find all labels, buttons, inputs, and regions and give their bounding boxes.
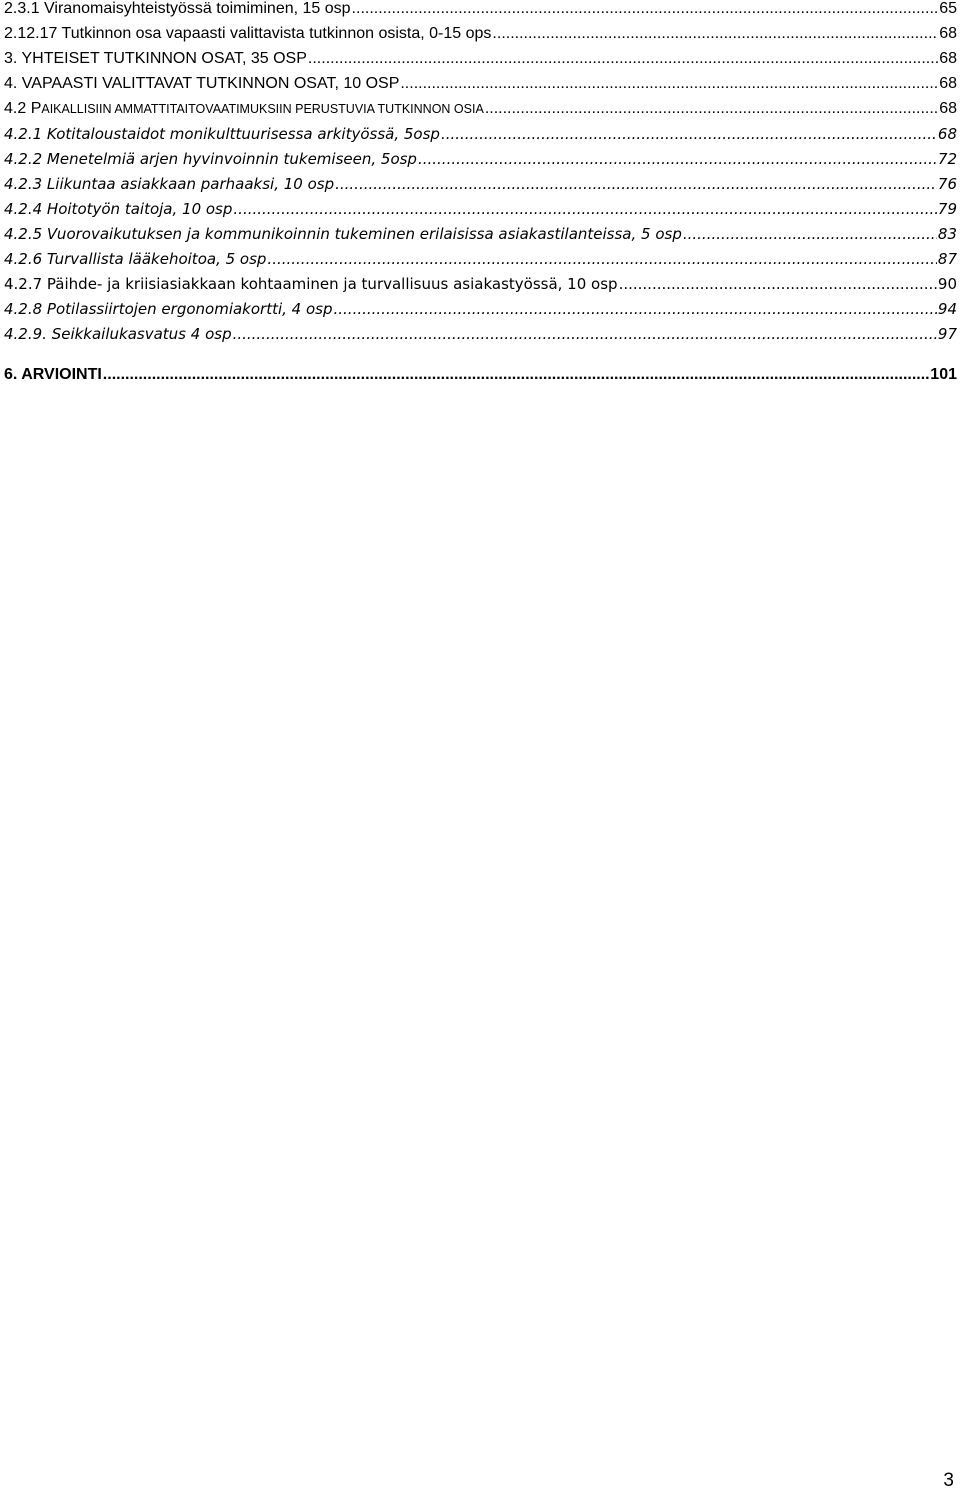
toc-entry-page: 94 [937,300,957,318]
toc-entry-page: 97 [937,325,957,343]
toc-entry[interactable] [4,50,957,75]
toc-entry-title: 4.2.1 Kotitaloustaidot monikulttuurisessa arkityössä, 5osp [4,125,440,143]
dot-leader [352,0,939,18]
dot-leader [335,175,937,193]
toc-entry[interactable] [4,250,957,275]
toc-entry-page: 79 [937,200,957,218]
toc-entry[interactable] [4,25,957,50]
dot-leader [233,200,937,218]
dot-leader [308,50,938,68]
toc-entry-title-smallcaps: AIKALLISIIN AMMATTITAITOVAATIMUKSIIN PERUSTUVIA TUTKINNON OSIA [41,102,484,116]
toc-entry[interactable] [4,325,957,350]
toc-entry-page: 72 [937,150,957,168]
toc-entry-title: 4.2.5 Vuorovaikutuksen ja kommunikoinnin tukeminen erilaisissa asiakastilanteissa, 5 osp [4,225,682,243]
toc-entry-page: 68 [939,25,957,42]
dot-leader [334,300,937,318]
page-number: 3 [943,1470,954,1491]
dot-leader [619,275,937,293]
toc-entry-page: 76 [937,175,957,193]
dot-leader [485,100,938,118]
toc-entry-page: 68 [939,100,957,117]
toc-entry-title: 4.2.9. Seikkailukasvatus 4 osp [4,325,232,343]
toc-entry-title: 2.12.17 Tutkinnon osa vapaasti valittavista tutkinnon osista, 0-15 ops [4,25,492,42]
toc-entry[interactable] [4,366,957,391]
toc-entry-page: 68 [939,50,957,67]
toc-entry[interactable] [4,175,957,200]
dot-leader [683,225,937,243]
dot-leader [492,25,938,43]
toc-entry-title: 2.3.1 Viranomaisyhteistyössä toimiminen, 15 osp [4,0,351,17]
dot-leader [233,325,937,343]
toc-entry-title [4,100,485,118]
toc-entry-page: 101 [930,366,957,383]
toc-entry-page: 83 [937,225,957,243]
toc-entry-title: 4.2.7 Päihde- ja kriisiasiakkaan kohtaaminen ja turvallisuus asiakastyössä, 10 osp [4,275,618,293]
dot-leader [418,150,937,168]
toc-section-gap [4,350,957,366]
toc-entry[interactable] [4,100,957,125]
toc-entry[interactable] [4,275,957,300]
toc-entry-title: 4.2.2 Menetelmiä arjen hyvinvoinnin tukemiseen, 5osp [4,150,417,168]
toc-entry-page: 68 [939,75,957,92]
toc-entry-page: 87 [937,250,957,268]
toc-entry[interactable] [4,300,957,325]
toc-entry-title: 4. VAPAASTI VALITTAVAT TUTKINNON OSAT, 10 OSP [4,75,400,92]
toc-entry-title: 3. YHTEISET TUTKINNON OSAT, 35 OSP [4,50,307,67]
toc-entry[interactable] [4,150,957,175]
toc-entry-title: 4.2.6 Turvallista lääkehoitoa, 5 osp [4,250,267,268]
toc-entry-title-prefix: 4.2 P [4,100,42,117]
toc-entry-title: 6. ARVIOINTI [4,366,102,383]
toc-entry[interactable] [4,125,957,150]
toc-entry-page: 90 [937,275,957,293]
dot-leader [441,125,937,143]
table-of-contents [4,0,957,391]
toc-entry-page: 68 [937,125,957,143]
toc-entry-page: 65 [939,0,957,17]
toc-entry-title: 4.2.8 Potilassiirtojen ergonomiakortti, 4 osp [4,300,333,318]
toc-entry[interactable] [4,75,957,100]
toc-entry-title: 4.2.3 Liikuntaa asiakkaan parhaaksi, 10 osp [4,175,335,193]
toc-entry[interactable] [4,225,957,250]
toc-entry-title: 4.2.4 Hoitotyön taitoja, 10 osp [4,200,233,218]
dot-leader [103,366,930,384]
toc-entry[interactable] [4,0,957,25]
toc-entry[interactable] [4,200,957,225]
dot-leader [267,250,936,268]
dot-leader [400,75,938,93]
